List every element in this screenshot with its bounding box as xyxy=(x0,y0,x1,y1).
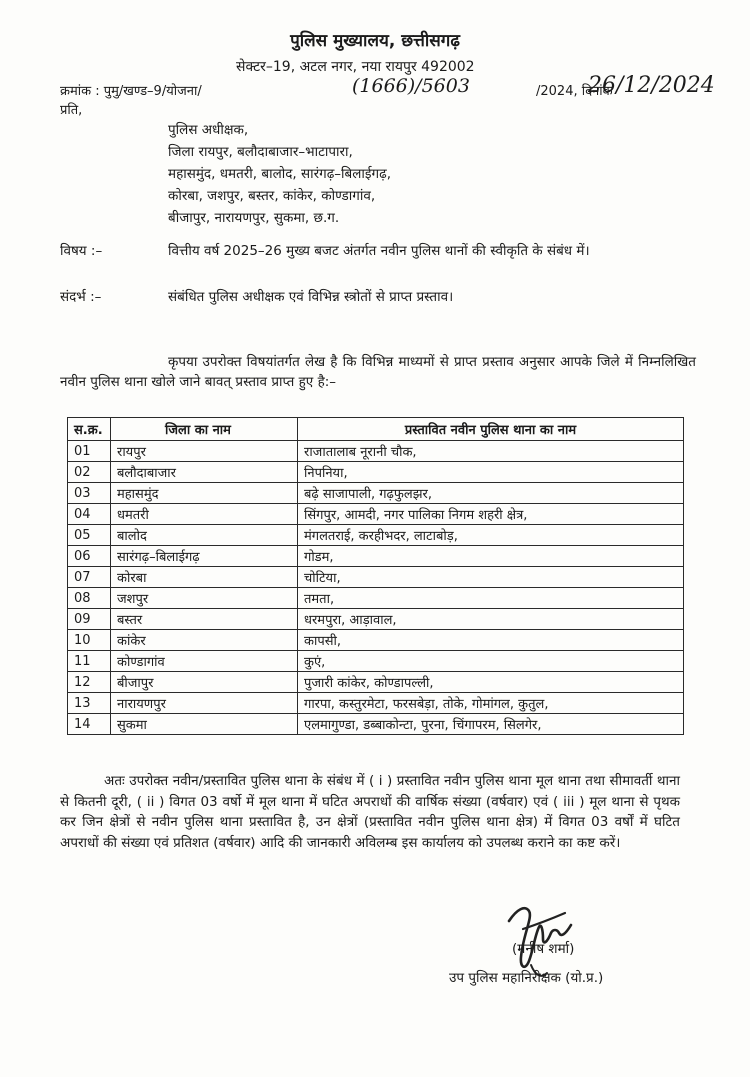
cell-serial: 04 xyxy=(68,504,111,525)
cell-station: तमता, xyxy=(298,588,684,609)
cell-serial: 03 xyxy=(68,483,111,504)
table-row xyxy=(68,588,684,609)
intro-paragraph xyxy=(60,352,696,392)
col-header-station: प्रस्तावित नवीन पुलिस थाना का नाम xyxy=(298,418,684,441)
cell-district: कोरबा xyxy=(111,567,298,588)
cell-district: बलौदाबाजार xyxy=(111,462,298,483)
cell-serial: 01 xyxy=(68,441,111,462)
reference-note-label: संदर्भ :– xyxy=(60,289,102,305)
cell-district: सुकमा xyxy=(111,714,298,735)
addressee-line: कोरबा, जशपुर, बस्तर, कांकेर, कोण्डागांव, xyxy=(168,188,376,204)
closing-paragraph xyxy=(60,771,680,853)
reference-note-text: संबंधित पुलिस अधीक्षक एवं विभिन्न स्त्रोतों से प्राप्त प्रस्ताव। xyxy=(168,289,454,305)
cell-serial: 14 xyxy=(68,714,111,735)
handwritten-reference-number: (1666)/5603 xyxy=(352,75,470,97)
cell-serial: 10 xyxy=(68,630,111,651)
subject-label: विषय :– xyxy=(60,243,103,259)
table-row xyxy=(68,567,684,588)
cell-serial: 02 xyxy=(68,462,111,483)
cell-serial: 06 xyxy=(68,546,111,567)
closing-text: अतः उपरोक्त नवीन/प्रस्तावित पुलिस थाना के संबंध में ( i ) प्रस्तावित नवीन पुलिस थाना मूल थाना तथा सीमावर्ती थाना से कितनी दूरी, ( ii ) विगत 03 वर्षो में मूल थाना में घटित अपराधों की वार्षिक संख्या (वर्षवार) एवं ( iii ) मूल थाना से पृथक कर जिन क्षेत्रों से नवीन पुलिस थाना प्रस्तावित है, उन क्षेत्रों (प्रस्तावित नवीन पुलिस थाना क्षेत्र) में विगत 03 वर्षों में घटित अपराधों की संख्या एवं प्रतिशत (वर्षवार) आदि की जानकारी अविलम्ब इस कार्यालय को उपलब्ध कराने का कष्ट करें। xyxy=(60,773,680,851)
table-row xyxy=(68,483,684,504)
addressee-line: जिला रायपुर, बलौदाबाजार–भाटापारा, xyxy=(168,144,353,160)
cell-station: एलमागुण्डा, डब्बाकोन्टा, पुरना, चिंगापरम, सिलगेर, xyxy=(298,714,684,735)
cell-district: बस्तर xyxy=(111,609,298,630)
table-row xyxy=(68,525,684,546)
handwritten-date: 26/12/2024 xyxy=(588,73,715,98)
table-row xyxy=(68,609,684,630)
addressee-line: बीजापुर, नारायणपुर, सुकमा, छ.ग. xyxy=(168,210,340,226)
cell-district: रायपुर xyxy=(111,441,298,462)
cell-serial: 07 xyxy=(68,567,111,588)
signatory-designation: उप पुलिस महानिरीक्षक (यो.प्र.) xyxy=(449,970,604,986)
cell-station: कापसी, xyxy=(298,630,684,651)
table-row xyxy=(68,651,684,672)
cell-station: निपनिया, xyxy=(298,462,684,483)
cell-serial: 05 xyxy=(68,525,111,546)
table-row xyxy=(68,714,684,735)
intro-text: कृपया उपरोक्त विषयांतर्गत लेख है कि विभिन्न माध्यमों से प्राप्त प्रस्ताव अनुसार आपके जिले में निम्नलिखित नवीन पुलिस थाना खोले जाने बावत् प्रस्ताव प्राप्त हुए है:– xyxy=(60,354,696,390)
cell-district: कोण्डागांव xyxy=(111,651,298,672)
letterhead-address: सेक्टर–19, अटल नगर, नया रायपुर 492002 xyxy=(236,59,475,75)
letterhead-title: पुलिस मुख्यालय, छत्तीसगढ़ xyxy=(290,31,460,51)
cell-station: पुजारी कांकेर, कोण्डापल्ली, xyxy=(298,672,684,693)
reference-line xyxy=(60,73,740,111)
police-stations-table xyxy=(67,417,684,735)
col-header-district: जिला का नाम xyxy=(111,418,298,441)
table-row xyxy=(68,546,684,567)
cell-station: सिंगपुर, आमदी, नगर पालिका निगम शहरी क्षेत्र, xyxy=(298,504,684,525)
table-row xyxy=(68,441,684,462)
cell-district: नारायणपुर xyxy=(111,693,298,714)
cell-station: कुएं, xyxy=(298,651,684,672)
cell-station: चोटिया, xyxy=(298,567,684,588)
cell-district: धमतरी xyxy=(111,504,298,525)
cell-serial: 12 xyxy=(68,672,111,693)
table-row xyxy=(68,462,684,483)
reference-label: क्रमांक : पुमु/खण्ड–9/योजना/ xyxy=(60,84,202,99)
col-header-serial: स.क्र. xyxy=(68,418,111,441)
table-row xyxy=(68,693,684,714)
reference-year: /2024, दिनांक xyxy=(536,84,613,99)
cell-district: सारंगढ़–बिलाईगढ़ xyxy=(111,546,298,567)
table-row xyxy=(68,504,684,525)
cell-district: जशपुर xyxy=(111,588,298,609)
table-row xyxy=(68,672,684,693)
to-label: प्रति, xyxy=(60,103,83,118)
addressee-line: महासमुंद, धमतरी, बालोद, सारंगढ़–बिलाईगढ़, xyxy=(168,166,392,182)
cell-serial: 09 xyxy=(68,609,111,630)
table-row xyxy=(68,630,684,651)
subject-text: वित्तीय वर्ष 2025–26 मुख्य बजट अंतर्गत नवीन पुलिस थानों की स्वीकृति के संबंध में। xyxy=(168,243,590,259)
cell-district: महासमुंद xyxy=(111,483,298,504)
cell-station: गारपा, कस्तुरमेटा, फरसबेड़ा, तोके, गोमांगल, कुतुल, xyxy=(298,693,684,714)
cell-station: बढ़े साजापाली, गढ़फुलझर, xyxy=(298,483,684,504)
cell-station: धरमपुरा, आड़ावाल, xyxy=(298,609,684,630)
table-header-row xyxy=(68,418,684,441)
cell-station: मंगलतराई, करहीभदर, लाटाबोड़, xyxy=(298,525,684,546)
cell-serial: 08 xyxy=(68,588,111,609)
cell-district: बालोद xyxy=(111,525,298,546)
addressee-line: पुलिस अधीक्षक, xyxy=(168,122,249,138)
cell-district: कांकेर xyxy=(111,630,298,651)
cell-station: गोडम, xyxy=(298,546,684,567)
cell-district: बीजापुर xyxy=(111,672,298,693)
cell-serial: 11 xyxy=(68,651,111,672)
addressee-block xyxy=(168,119,391,229)
cell-station: राजातालाब नूरानी चौक, xyxy=(298,441,684,462)
signatory-name: (मनीष शर्मा) xyxy=(512,941,575,957)
cell-serial: 13 xyxy=(68,693,111,714)
